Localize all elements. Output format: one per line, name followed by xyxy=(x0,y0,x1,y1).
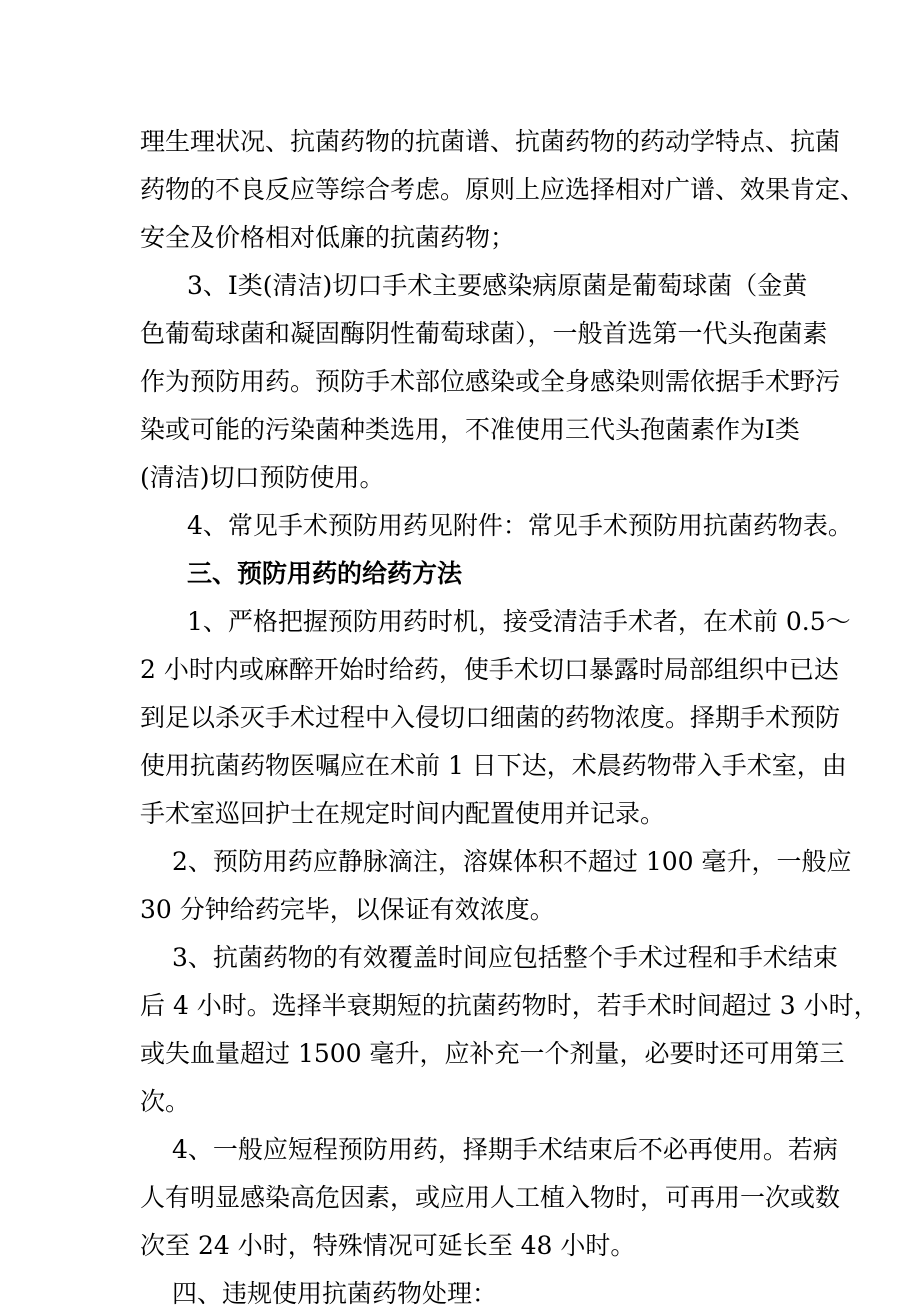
text-line: 到足以杀灭手术过程中入侵切口细菌的药物浓度。择期手术预防 xyxy=(140,703,841,732)
text-line: 安全及价格相对低廉的抗菌药物； xyxy=(140,223,516,252)
text-line: 2 小时内或麻醉开始时给药，使手术切口暴露时局部组织中已达 xyxy=(140,655,839,684)
text-line: 四、违规使用抗菌药物处理： xyxy=(172,1279,498,1308)
text-line: 4、常见手术预防用药见附件：常见手术预防用抗菌药物表。 xyxy=(187,511,853,540)
text-line: 1、严格把握预防用药时机，接受清洁手术者，在术前 0.5～ xyxy=(187,607,851,636)
text-line: 染或可能的污染菌种类选用，不准使用三代头孢菌素作为Ⅰ类 xyxy=(140,415,800,444)
text-line: 作为预防用药。预防手术部位感染或全身感染则需依据手术野污 xyxy=(140,367,841,396)
text-line: 使用抗菌药物医嘱应在术前 1 日下达，术晨药物带入手术室，由 xyxy=(140,751,847,780)
text-line: 或失血量超过 1500 毫升，应补充一个剂量，必要时还可用第三 xyxy=(140,1039,845,1068)
text-line: 人有明显感染高危因素，或应用人工植入物时，可再用一次或数 xyxy=(140,1183,841,1212)
text-line: 后 4 小时。选择半衰期短的抗菌药物时，若手术时间超过 3 小时， xyxy=(140,991,879,1020)
text-line: 2、预防用药应静脉滴注，溶媒体积不超过 100 毫升，一般应 xyxy=(172,847,852,876)
text-line: 药物的不良反应等综合考虑。原则上应选择相对广谱、效果肯定、 xyxy=(140,175,866,204)
text-line: (清洁)切口预防使用。 xyxy=(140,463,385,492)
text-line: 3、抗菌药物的有效覆盖时间应包括整个手术过程和手术结束 xyxy=(172,943,838,972)
text-line: 手术室巡回护士在规定时间内配置使用并记录。 xyxy=(140,799,666,828)
text-line: 色葡萄球菌和凝固酶阴性葡萄球菌），一般首选第一代头孢菌素 xyxy=(140,319,828,348)
text-line: 次。 xyxy=(140,1087,191,1116)
text-line: 30 分钟给药完毕，以保证有效浓度。 xyxy=(140,895,555,924)
text-line: 理生理状况、抗菌药物的抗菌谱、抗菌药物的药动学特点、抗菌 xyxy=(140,127,841,156)
text-line: 4、一般应短程预防用药，择期手术结束后不必再使用。若病 xyxy=(172,1135,838,1164)
text-line: 次至 24 小时，特殊情况可延长至 48 小时。 xyxy=(140,1231,636,1260)
section-heading: 三、预防用药的给药方法 xyxy=(187,559,463,588)
text-line: 3、Ⅰ类(清洁)切口手术主要感染病原菌是葡萄球菌（金黄 xyxy=(187,271,808,300)
